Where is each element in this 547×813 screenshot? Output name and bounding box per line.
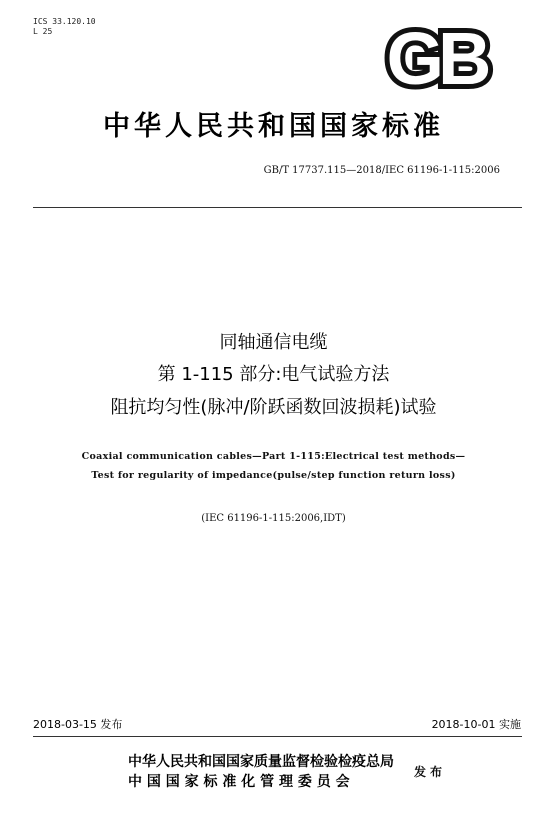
classification-codes	[33, 17, 96, 37]
english-title-line-1: Coaxial communication cables—Part 1-115:Electrical test methods—	[81, 451, 466, 462]
ics-code: ICS 33.120.10	[33, 17, 96, 26]
footer-divider	[33, 736, 522, 737]
national-standard-title: 中华人民共和国国家标准	[103, 111, 444, 142]
english-title-line-2: Test for regularity of impedance(pulse/step function return loss)	[91, 470, 456, 481]
identical-adoption-note: (IEC 61196-1-115:2006,IDT)	[201, 513, 346, 524]
issuer-aqsiq: 中华人民共和国国家质量监督检验检疫总局	[128, 754, 394, 770]
ccs-code: L 25	[33, 27, 53, 36]
implement-date: 2018-10-01 实施	[431, 718, 521, 731]
gb-logo-graphic	[372, 24, 500, 92]
issuer-sac: 中 国 国 家 标 准 化 管 理 委 员 会	[128, 774, 350, 790]
publish-date: 2018-03-15 发布	[33, 718, 123, 731]
chinese-title-line-1: 同轴通信电缆	[219, 332, 328, 353]
standard-number: GB/T 17737.115—2018/IEC 61196-1-115:2006	[263, 165, 500, 176]
gb-logo	[372, 24, 500, 92]
chinese-title-line-2: 第 1-115 部分:电气试验方法	[157, 364, 390, 385]
header-divider	[33, 207, 522, 208]
gb-logo-text: GB	[386, 24, 486, 92]
issue-label: 发布	[414, 765, 447, 779]
chinese-title-line-3: 阻抗均匀性(脉冲/阶跃函数回波损耗)试验	[110, 397, 437, 418]
